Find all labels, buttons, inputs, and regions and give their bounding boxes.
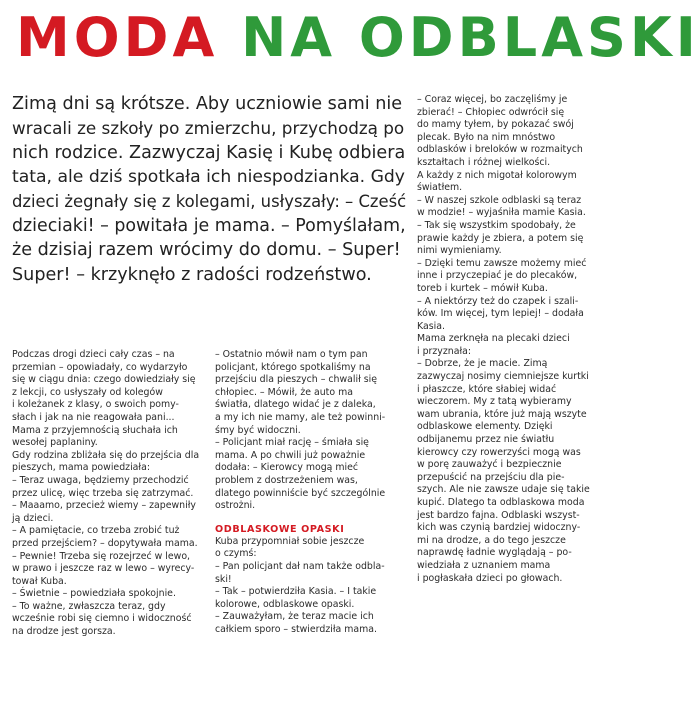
text-line: przemian – opowiadały, co wydarzyło	[12, 361, 188, 373]
text-line: wieczorem. My z tatą wybieramy	[417, 396, 572, 408]
text-line: – Świetnie – powiedziała spokojnie.	[12, 588, 176, 600]
text-line: problem z dostrzeżeniem was,	[215, 474, 358, 486]
text-line: wcześnie robi się ciemno i widoczność	[12, 613, 192, 625]
text-line: Mama zerknęła na plecaki dzieci	[417, 333, 570, 345]
text-line: kich was czynią bardziej widoczny-	[417, 522, 581, 534]
text-line: ją dzieci.	[12, 512, 54, 524]
text-line: – Tak się wszystkim spodobały, że	[417, 219, 576, 231]
text-column-3	[417, 94, 613, 585]
lead-line: wracali ze szkoły po zmierzchu, przychodzą po	[12, 118, 405, 139]
text-column-1	[12, 349, 202, 639]
text-line: policjant, którego spotkaliśmy na	[215, 361, 371, 373]
text-line: zazwyczaj nosimy ciemniejsze kurtki	[417, 371, 589, 383]
lead-line: że dzisiaj razem wrócimy do domu. – Super!	[12, 240, 401, 261]
text-line: kształtach i różnej wielkości.	[417, 156, 551, 168]
text-line: zbierać! – Chłopiec odwrócił się	[417, 106, 565, 118]
text-line: odblasków i breloków w rozmaitych	[417, 144, 583, 156]
text-line: – Maaamo, przecież wiemy – zapewniły	[12, 500, 196, 512]
text-line: prawie każdy je zbiera, a potem się	[417, 232, 584, 244]
text-line: na drodze jest gorsza.	[12, 626, 116, 638]
text-line: – Dzięki temu zawsze możemy mieć	[417, 257, 587, 269]
text-line: Gdy rodzina zbliżała się do przejścia dla	[12, 449, 200, 461]
text-line: i płaszcze, które słabiej widać	[417, 383, 557, 395]
text-line: pieszych, mama powiedziała:	[12, 462, 150, 474]
text-line: się w ciągu dnia: czego dowiedziały się	[12, 374, 196, 386]
text-line: A każdy z nich migotał kolorowym	[417, 169, 577, 181]
text-line: – To ważne, zwłaszcza teraz, gdy	[12, 600, 166, 612]
text-line: kupić. Dlatego ta odblaskowa moda	[417, 497, 585, 508]
text-line: Podczas drogi dzieci cały czas – na	[12, 349, 175, 360]
text-line: światła, dlatego widać je z daleka,	[215, 399, 376, 411]
title-word-odblaski: ODBLASKI	[358, 6, 700, 69]
text-line: Kuba przypomniał sobie jeszcze	[215, 535, 365, 547]
text-line: kierowcy czy rowerzyści mogą was	[417, 446, 581, 458]
text-line: – A niektórzy też do czapek i szali-	[417, 295, 579, 307]
text-line: w porę zauważyć i bezpiecznie	[417, 459, 562, 471]
text-line: jest bardzo fajna. Odblaski wszyst-	[417, 509, 580, 521]
text-line: – Dobrze, że je macie. Zimą	[417, 358, 548, 370]
text-line: kolorowe, odblaskowe opaski.	[215, 598, 355, 610]
title-word-moda: MODA	[16, 6, 219, 69]
text-line: i koleżanek z klasy, o swoich pomy-	[12, 399, 179, 411]
text-line: nimi wymieniamy.	[417, 245, 502, 257]
text-line: całkiem sporo – stwierdziła mama.	[215, 623, 377, 635]
text-line: – Pan policjant dał nam także odbla-	[215, 560, 385, 572]
text-line: odbijanemu przez nie światłu	[417, 434, 555, 446]
text-line: mama. A po chwili już poważnie	[215, 449, 366, 461]
text-line: z lekcji, co usłyszały od kolegów	[12, 386, 163, 398]
text-line: – Tak – potwierdziła Kasia. – I takie	[215, 586, 377, 598]
lead-line: tata, ale dziś spotkała ich niespodzianka. Gdy	[12, 167, 405, 188]
text-line: i przyznała:	[417, 345, 472, 357]
text-line: – Ostatnio mówił nam o tym pan	[215, 349, 368, 360]
text-line: – Coraz więcej, bo zaczęliśmy je	[417, 94, 568, 105]
lead-line: Zimą dni są krótsze. Aby uczniowie sami nie	[12, 94, 403, 114]
text-line: – Policjant miał rację – śmiała się	[215, 437, 369, 449]
text-line: Kasia.	[417, 320, 445, 332]
lead-line: dzieci żegnały się z kolegami, usłyszały: – Cześć	[12, 191, 407, 211]
text-line: przed przejściem? – dopytywała mama.	[12, 537, 198, 549]
text-line: wesołej paplaniny.	[12, 437, 98, 449]
text-line: w prawo i jeszcze raz w lewo – wyrecy-	[12, 563, 195, 575]
text-line: słach i jak na nie reagowała pani...	[12, 411, 175, 423]
text-line: śmy być widoczni.	[215, 424, 301, 436]
text-line: a my ich nie mamy, ale też powinni-	[215, 411, 386, 423]
text-line: szych. Ale nie zawsze udaje się takie	[417, 484, 590, 496]
lead-line: nich rodzice. Zazwyczaj Kasię i Kubę odbiera	[12, 142, 406, 163]
text-line: tował Kuba.	[12, 575, 67, 587]
lead-line: Super! – krzyknęło z radości rodzeństwo.	[12, 264, 372, 285]
lead-line: dzieciaki! – powitała je mama. – Pomyślałam,	[12, 216, 406, 237]
text-line: Mama z przyjemnością słuchała ich	[12, 424, 178, 436]
text-line: plecak. Było na nim mnóstwo	[417, 131, 556, 143]
text-line: przez ulicę, więc trzeba się zatrzymać.	[12, 487, 194, 499]
text-line: dodała: – Kierowcy mogą mieć	[215, 462, 359, 474]
text-line: mi na drodze, a do tego jeszcze	[417, 534, 566, 546]
text-line: – A pamiętacie, co trzeba zrobić tuż	[12, 525, 180, 537]
text-line: wam ubrania, które już mają wszyte	[417, 408, 587, 420]
text-line: dlatego powinniście być szczególnie	[215, 487, 386, 499]
text-line: wiedziała z uznaniem mama	[417, 559, 551, 571]
text-column-2	[215, 349, 405, 636]
text-line: ków. Im więcej, tym lepiej! – dodała	[417, 308, 584, 320]
lead-paragraph	[12, 92, 407, 287]
text-line: światłem.	[417, 182, 463, 194]
text-line: – Zauważyłam, że teraz macie ich	[215, 611, 374, 623]
text-line: i pogłaskała dzieci po głowach.	[417, 572, 563, 584]
text-line: ostrożni.	[215, 500, 256, 512]
title-word-na: NA	[241, 6, 337, 69]
text-line: – Teraz uwaga, będziemy przechodzić	[12, 474, 189, 486]
text-line: naprawdę ładnie wyglądają – po-	[417, 547, 572, 559]
text-line: odblaskowe elementy. Dzięki	[417, 421, 553, 433]
text-line: przejściu dla pieszych – chwalił się	[215, 374, 377, 386]
text-line: toreb i kurtek – mówił Kuba.	[417, 282, 548, 294]
text-line: przepuścić na przejściu dla pie-	[417, 471, 565, 483]
text-line: inne i przyczepiać je do plecaków,	[417, 270, 578, 282]
text-line: w modzie! – wyjaśniła mamie Kasia.	[417, 207, 586, 219]
text-line: do mamy tyłem, by pokazać swój	[417, 119, 574, 131]
text-line: ski!	[215, 573, 232, 585]
article-title	[16, 2, 700, 74]
text-line: – Pewnie! Trzeba się rozejrzeć w lewo,	[12, 550, 191, 562]
text-line: chłopiec. – Mówił, że auto ma	[215, 386, 353, 398]
text-line: – W naszej szkole odblaski są teraz	[417, 194, 582, 206]
section-subheading: ODBLASKOWE OPASKI	[215, 523, 345, 535]
text-line: o czymś:	[215, 548, 257, 560]
